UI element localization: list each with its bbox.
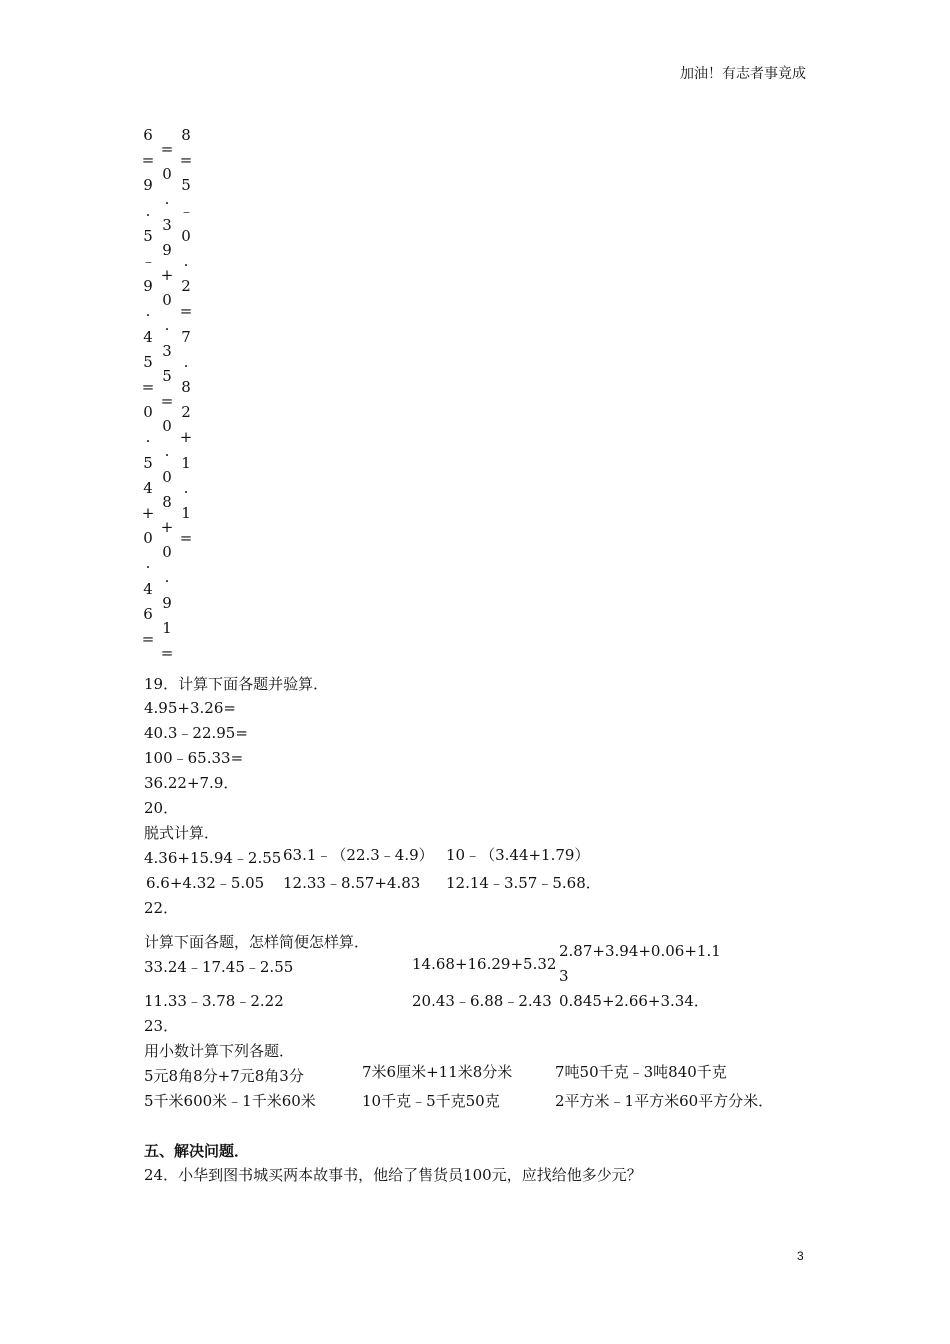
vertical-char: +	[179, 428, 193, 447]
vertical-char: +	[160, 518, 174, 536]
q20-number: 20．	[144, 799, 179, 817]
vertical-char: 6	[143, 126, 153, 144]
vertical-char: ﹣	[179, 201, 195, 220]
q20-row2-col2: 12.33﹣8.57+4.83	[283, 874, 421, 892]
vertical-char: 4	[143, 478, 153, 497]
q20-row1-col1: 4.36+15.94﹣2.55	[144, 849, 282, 867]
vertical-char: 3	[162, 341, 172, 360]
vertical-char: 0	[143, 529, 153, 548]
vertical-char: .	[183, 252, 189, 270]
vertical-char: +	[160, 266, 174, 284]
vertical-char: 5	[143, 453, 153, 472]
vertical-char: 0	[162, 543, 172, 562]
q19-title: 19．计算下面各题并验算．	[144, 675, 329, 693]
vertical-char: .	[145, 428, 151, 447]
q22-row2-col2: 20.43﹣6.88﹣2.43	[412, 992, 552, 1010]
q22-row1-col3-wrap: 3	[559, 967, 569, 985]
vertical-char: 6	[143, 604, 153, 623]
q19-item-4: 36.22+7.9．	[144, 774, 239, 792]
vertical-char: .	[183, 352, 189, 371]
vertical-char: .	[145, 302, 151, 321]
vertical-char: .	[164, 442, 170, 461]
vertical-char: .	[183, 478, 189, 497]
vertical-char: =	[141, 630, 155, 648]
vertical-char: 1	[181, 453, 191, 472]
section-5-title: 五、解决问题．	[144, 1142, 250, 1160]
q22-row2-col1: 11.33﹣3.78﹣2.22	[144, 992, 284, 1010]
vertical-char: 8	[181, 126, 191, 144]
vertical-char: =	[179, 151, 193, 170]
vertical-char: ﹣	[141, 252, 157, 270]
vertical-char: +	[141, 504, 155, 522]
vertical-char: .	[164, 568, 170, 587]
q19-item-2: 40.3﹣22.95=	[144, 724, 248, 742]
vertical-char: 8	[181, 378, 191, 396]
vertical-char: 0	[162, 291, 172, 310]
q20-row2-col3: 12.14﹣3.57﹣5.68．	[446, 874, 601, 892]
vertical-char: 2	[181, 277, 191, 296]
vertical-char: 0	[181, 226, 191, 245]
vertical-char: 8	[162, 492, 172, 511]
vertical-char: 1	[181, 504, 191, 522]
page-number: 3	[797, 1249, 804, 1263]
vertical-char: 7	[181, 327, 191, 346]
q22-row1-col1: 33.24﹣17.45﹣2.55	[144, 958, 294, 976]
vertical-char: 9	[143, 277, 153, 296]
vertical-char: .	[164, 316, 170, 335]
vertical-char: 0	[162, 417, 172, 436]
q20-row1-col2: 63.1﹣（22.3﹣4.9）	[283, 846, 434, 864]
vertical-char: 5	[181, 176, 191, 195]
q24-text: 24．小华到图书城买两本故事书，他给了售货员100元，应找给他多少元？	[144, 1166, 642, 1184]
q23-row2-col3: 2平方米﹣1平方米60平方分米．	[555, 1092, 774, 1110]
q22-row1-col2: 14.68+16.29+5.32	[412, 955, 557, 973]
vertical-char: 3	[162, 215, 172, 234]
q23-title: 用小数计算下列各题．	[144, 1042, 295, 1060]
vertical-char: =	[160, 644, 174, 662]
q22-row1-col3: 2.87+3.94+0.06+1.1	[559, 942, 721, 960]
vertical-char: =	[179, 529, 193, 548]
vertical-char: 0	[162, 467, 172, 486]
q19-item-1: 4.95+3.26=	[144, 699, 236, 717]
vertical-char: 9	[162, 240, 172, 259]
vertical-char: 5	[143, 226, 153, 245]
q23-row1-col3: 7吨50千克﹣3吨840千克	[555, 1063, 727, 1081]
vertical-char: 9	[162, 593, 172, 612]
q22-title: 计算下面各题，怎样简便怎样算．	[144, 933, 370, 951]
vertical-char: .	[145, 201, 151, 220]
vertical-char: 9	[143, 176, 153, 195]
q23-row1-col2: 7米6厘米+11米8分米	[362, 1063, 513, 1081]
vertical-char: .	[164, 190, 170, 209]
header-motto: 加油！有志者事竟成	[680, 66, 806, 82]
vertical-char: 4	[143, 579, 153, 598]
vertical-char: 4	[143, 327, 153, 346]
q20-row2-col1: 6.6+4.32﹣5.05	[146, 874, 265, 892]
q19-item-3: 100﹣65.33=	[144, 749, 244, 767]
vertical-char: =	[179, 302, 193, 321]
q23-row2-col2: 10千克﹣5千克50克	[362, 1092, 500, 1110]
vertical-char: 2	[181, 403, 191, 422]
vertical-char: =	[160, 392, 174, 410]
q22-row2-col3: 0.845+2.66+3.34．	[559, 992, 709, 1010]
q22-number: 22．	[144, 899, 179, 917]
vertical-char: =	[160, 140, 174, 158]
q20-title: 脱式计算．	[144, 824, 220, 842]
q23-number: 23．	[144, 1017, 179, 1035]
vertical-char: 0	[143, 403, 153, 422]
vertical-char: =	[141, 151, 155, 170]
vertical-char: .	[145, 554, 151, 573]
vertical-char: 1	[162, 618, 172, 637]
vertical-char: 5	[143, 352, 153, 371]
vertical-char: 5	[162, 366, 172, 385]
vertical-char: 0	[162, 165, 172, 184]
q20-row1-col3: 10﹣（3.44+1.79）	[446, 846, 590, 864]
vertical-char: =	[141, 378, 155, 396]
q23-row2-col1: 5千米600米﹣1千米60米	[144, 1092, 316, 1110]
q23-row1-col1: 5元8角8分+7元8角3分	[144, 1067, 304, 1085]
